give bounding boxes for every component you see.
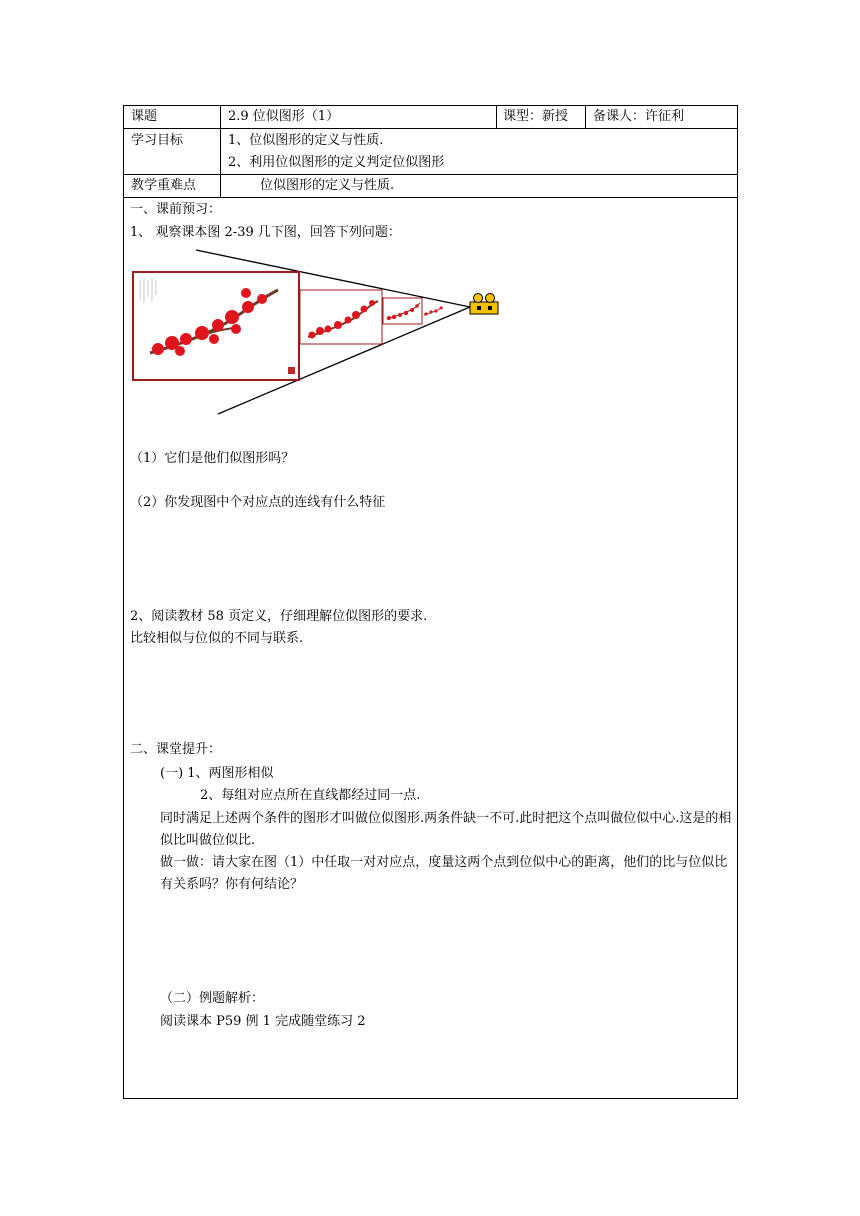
preview-section-title: 一、课前预习：	[130, 202, 222, 217]
goal-item-1: 1、位似图形的定义与性质.	[228, 133, 384, 148]
example-title: （二）例题解析：	[160, 991, 265, 1006]
col-divider-label	[220, 105, 221, 197]
classroom-item-1: (一) 1、两图形相似	[160, 766, 274, 781]
classroom-activity: 做一做：请大家在图（1）中任取一对对应点，度量这两个点到位似中心的距离，他们的比与位似比有关系吗？你有何结论？	[160, 855, 728, 892]
homothety-figure	[128, 245, 508, 420]
classroom-section-title: 二、课堂提升：	[130, 742, 222, 757]
goals-label: 学习目标	[131, 133, 184, 148]
table-border-left	[123, 105, 124, 1099]
medium-image	[300, 290, 382, 344]
table-border-right	[737, 105, 738, 1099]
projector-icon	[470, 294, 498, 315]
key-points-label: 教学重难点	[131, 178, 197, 193]
row-divider-2	[123, 174, 738, 175]
col-divider-type	[496, 105, 497, 128]
goal-item-2: 2、利用位似图形的定义判定位似图形	[228, 155, 445, 170]
col-divider-preparer	[585, 105, 586, 128]
classroom-definition: 同时满足上述两个条件的图形才叫做位似图形.两条件缺一不可.此时把这个点叫做位似中心.这是的相似比叫做位似比.	[160, 811, 732, 848]
lesson-type: 课型：新授	[503, 109, 569, 124]
classroom-item-2: 2、每组对应点所在直线都经过同一点.	[200, 788, 421, 803]
subject-label: 课题	[131, 109, 158, 124]
example-text: 阅读课本 P59 例 1 完成随堂练习 2	[160, 1014, 366, 1029]
preparer: 备课人：许征利	[593, 109, 685, 124]
row-divider-3	[123, 197, 738, 198]
table-border-top	[123, 105, 738, 106]
key-points-value: 位似图形的定义与性质.	[260, 178, 395, 193]
preview-q2-line1: 2、阅读教材 58 页定义，仔细理解位似图形的要求.	[130, 609, 428, 624]
large-image	[133, 272, 299, 380]
preview-q1-part1: （1）它们是他们似图形吗？	[130, 451, 295, 466]
row-divider-1	[123, 128, 738, 129]
preview-q1-intro: 1、 观察课本图 2-39 几下图，回答下列问题：	[130, 225, 401, 240]
smallest-image	[424, 307, 443, 316]
preview-q2-line2: 比较相似与位似的不同与联系.	[130, 631, 304, 646]
small-image	[383, 298, 422, 324]
preview-q1-part2: （2）你发现图中个对应点的连线有什么特征	[130, 495, 386, 510]
subject-value: 2.9 位似图形（1）	[228, 109, 340, 124]
table-border-bottom	[123, 1098, 738, 1099]
